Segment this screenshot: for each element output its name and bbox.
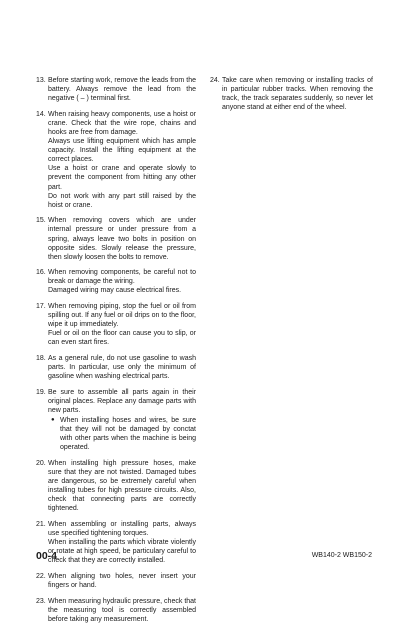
item-paragraph: Be sure to assemble all parts again in their original places. Replace any damage parts with new parts.: [48, 388, 196, 414]
item-paragraph: Use a hoist or crane and operate slowly to prevent the component from hitting any other part.: [48, 165, 196, 191]
item-paragraph: Take care when removing or installing tracks of in particular rubber tracks. When removing the track, the track separates suddenly, so never let anyone stand at either end of the wheel.: [222, 77, 373, 112]
item-number: 17.: [36, 303, 46, 311]
item-text: [48, 520, 196, 565]
item-text: [48, 216, 196, 261]
item-text: [48, 597, 196, 624]
item-paragraph: When removing covers which are under internal pressure or under pressure from a spring, always leave two bolts in position on opposite sides. Slowly release the pressure, then slowly loosen the bolts to remove.: [48, 217, 196, 261]
item-paragraph: Damaged wiring may cause electrical fires.: [48, 287, 182, 295]
left-column: [36, 76, 196, 630]
item-number: 24.: [210, 77, 220, 84]
item-text: [48, 268, 196, 295]
item-number: 16.: [36, 269, 46, 277]
list-item: [36, 459, 196, 514]
item-text: [48, 459, 196, 514]
item-number: 21.: [36, 521, 46, 529]
item-number: 14.: [36, 110, 46, 118]
item-paragraph: When assembling or installing parts, always use specified tightening torques.: [48, 521, 196, 538]
list-item: [36, 302, 196, 347]
list-item: [36, 216, 196, 261]
item-text: [48, 110, 196, 210]
item-number: 22.: [36, 573, 46, 580]
list-item: [36, 268, 196, 295]
item-text: [48, 388, 196, 453]
list-item: [36, 76, 196, 103]
list-item: [36, 597, 196, 624]
item-paragraph: When removing piping, stop the fuel or oil from spilling out. If any fuel or oil drips on to the floor, wipe it up immediately.: [48, 303, 196, 329]
item-text: [222, 76, 373, 112]
item-paragraph: When aligning two holes, never insert your fingers or hand.: [48, 573, 196, 590]
page-number: 00-4: [36, 550, 58, 562]
item-number: 20.: [36, 459, 46, 467]
item-number: 15.: [36, 217, 46, 225]
item-paragraph: Do not work with any part still raised by the hoist or crane.: [48, 192, 196, 209]
model-label: WB140-2 WB150-2: [311, 552, 372, 559]
item-paragraph: When removing components, be careful not to break or damage the wiring.: [48, 269, 196, 286]
item-text: [48, 354, 196, 381]
list-item: [210, 76, 373, 112]
item-number: 18.: [36, 355, 46, 363]
item-paragraph: When installing high pressure hoses, make sure that they are not twisted. Damaged tubes are dangerous, so be extremely careful when installing tubes for high pressure circuits. Also, check that connecting parts are correctly tightened.: [48, 459, 196, 513]
item-text: [48, 302, 196, 347]
item-paragraph: As a general rule, do not use gasoline to wash parts. In particular, use only the minimum of gasoline when washing electrical parts.: [48, 355, 196, 381]
item-number: 23.: [36, 597, 46, 605]
list-item: [36, 388, 196, 453]
item-number: 19.: [36, 388, 46, 396]
item-text: [48, 76, 196, 103]
right-column: [210, 76, 373, 119]
bullet-text: When installing hoses and wires, be sure that they will not be damaged by conctat with other parts when the machine is being operated.: [60, 417, 196, 452]
item-text: [48, 572, 196, 590]
item-number: 13.: [36, 77, 46, 84]
bullet-icon: ●: [51, 417, 55, 424]
item-paragraph: When installing the parts which vibrate violently or rotate at high speed, be particulary careful to check that they are correctly installed.: [48, 539, 196, 565]
item-paragraph: Before starting work, remove the leads from the battery. Always remove the lead from the negative ( – ) terminal first.: [48, 77, 196, 103]
list-item: [36, 110, 196, 210]
item-paragraph: Fuel or oil on the floor can cause you to slip, or can even start fires.: [48, 330, 196, 347]
item-paragraph: When measuring hydraulic pressure, check that the measuring tool is correctly assembled before taking any measurement.: [48, 597, 196, 623]
item-paragraph: Always use lifting equipment which has ample capacity. Install the lifting equipment at the correct places.: [48, 138, 196, 164]
bullet-point: [48, 416, 196, 452]
item-paragraph: When raising heavy components, use a hoist or crane. Check that the wire rope, chains and hooks are free from damage.: [48, 110, 196, 136]
list-item: [36, 572, 196, 590]
list-item: [36, 520, 196, 565]
list-item: [36, 354, 196, 381]
